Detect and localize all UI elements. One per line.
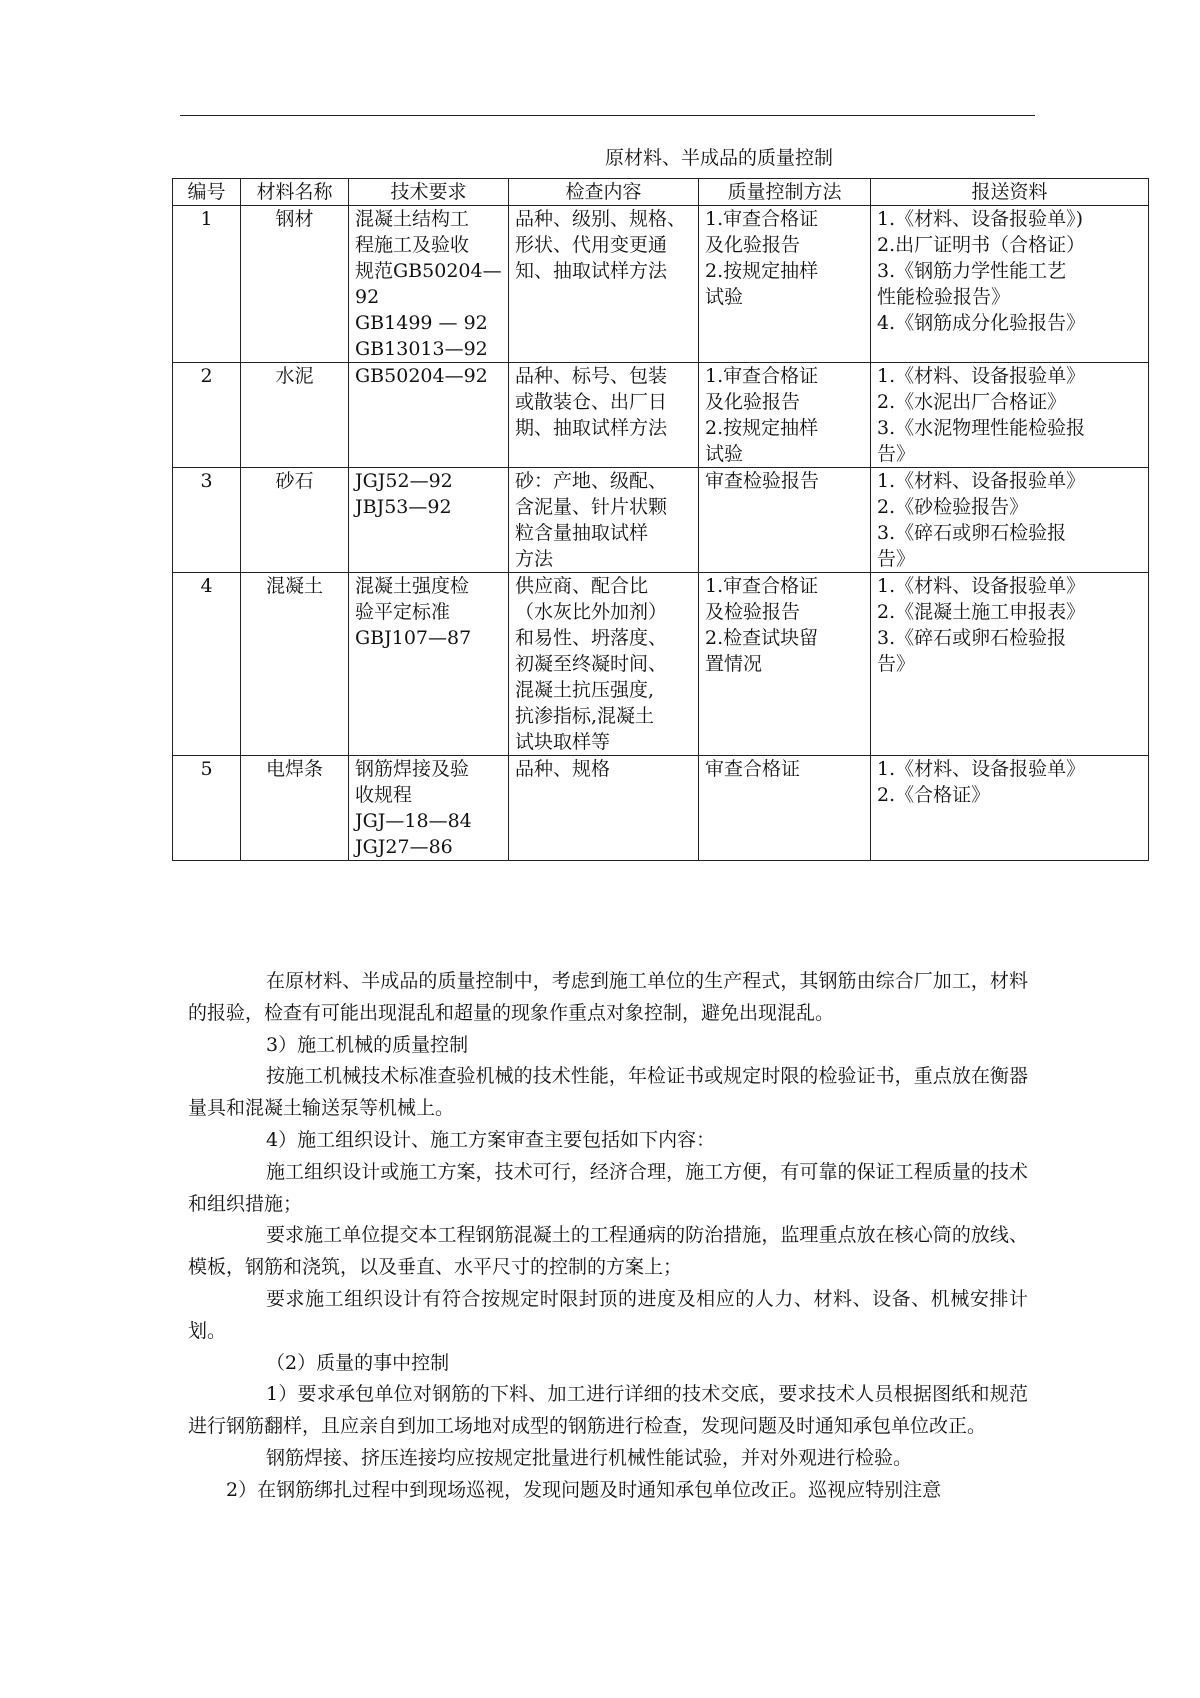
cell-check [509,756,699,861]
cell-line: 1.《材料、设备报验单》) [877,208,1084,230]
cell-line: 1.《材料、设备报验单》 [877,758,1086,780]
cell-docs [871,756,1149,861]
cell-line: 性能检验报告》 [877,286,1011,308]
paragraph: （2）质量的事中控制 [266,1351,450,1374]
cell-line: 2.《混凝土施工申报表》 [877,601,1086,623]
cell-line: 钢筋焊接及验 [355,758,470,780]
table-row [173,468,1149,573]
cell-line: GB1499 — 92 [355,312,488,334]
table-row [173,363,1149,468]
cell-method [699,573,871,756]
cell-line: 2.《合格证》 [877,784,991,806]
paragraph: 按施工机械技术标准查验机械的技术性能，年检证书或规定时限的检验证书，重点放在衡器量具和混凝土输送泵等机械上。 [188,1065,1028,1120]
cell-line: 1.审查合格证 [705,208,819,230]
cell-line: 3.《水泥物理性能检验报 [877,417,1086,439]
cell-docs [871,206,1149,363]
quality-control-table [172,178,1149,861]
cell-name: 钢材 [241,206,349,363]
cell-line: 供应商、配合比 [515,575,649,597]
cell-name: 水泥 [241,363,349,468]
cell-name: 砂石 [241,468,349,573]
body-text [188,966,1028,1507]
table-caption: 原材料、半成品的质量控制 [605,147,834,169]
cell-line: 及检验报告 [705,601,801,623]
cell-line: 试验 [705,286,744,308]
cell-line: 混凝土强度检 [355,575,470,597]
cell-line: 1.《材料、设备报验单》 [877,575,1086,597]
cell-line: 审查检验报告 [705,470,820,492]
paragraph: 3）施工机械的质量控制 [266,1033,469,1056]
cell-line: 2.检查试块留 [705,627,819,649]
cell-line: 知、抽取试样方法 [515,260,668,282]
cell-line: 4.《钢筋成分化验报告》 [877,312,1086,334]
cell-line: 2.按规定抽样 [705,417,819,439]
cell-no: 4 [173,573,241,756]
paragraph: 在原材料、半成品的质量控制中，考虑到施工单位的生产程式，其钢筋由综合厂加工，材料的报验，检查有可能出现混乱和超量的现象作重点对象控制，避免出现混乱。 [188,970,1028,1024]
cell-line: 告》 [877,548,916,570]
cell-line: 审查合格证 [705,758,801,780]
cell-line: 期、抽取试样方法 [515,417,668,439]
cell-line: 验平定标准 [355,601,451,623]
paragraph: 要求施工单位提交本工程钢筋混凝土的工程通病的防治措施，监理重点放在核心筒的放线、模板，钢筋和浇筑，以及垂直、水平尺寸的控制的方案上； [188,1224,1028,1279]
cell-tech [349,468,509,573]
cell-name: 混凝土 [241,573,349,756]
cell-tech [349,206,509,363]
cell-tech [349,363,509,468]
cell-line: 品种、标号、包装 [515,365,668,387]
cell-tech [349,573,509,756]
cell-line: 混凝土抗压强度, [515,679,655,701]
header-tech: 技术要求 [349,179,509,206]
cell-line: 92 [355,286,380,308]
cell-line: 规范GB50204— [355,260,502,282]
cell-name: 电焊条 [241,756,349,861]
cell-line: JGJ—18—84 [355,810,472,832]
cell-line: 程施工及验收 [355,234,470,256]
cell-line: 混凝土结构工 [355,208,470,230]
cell-method [699,756,871,861]
header-no: 编号 [173,179,241,206]
cell-line: GBJ107—87 [355,627,472,649]
cell-line: 砂：产地、级配、 [515,470,668,492]
cell-method [699,363,871,468]
header-check: 检查内容 [509,179,699,206]
paragraph: 钢筋焊接、挤压连接均应按规定批量进行机械性能试验，并对外观进行检验。 [266,1446,913,1469]
cell-line: 品种、规格 [515,758,611,780]
header-method: 质量控制方法 [699,179,871,206]
cell-line: 试块取样等 [515,731,611,753]
cell-tech [349,756,509,861]
cell-line: 2.《水泥出厂合格证》 [877,391,1067,413]
cell-line: 2.按规定抽样 [705,260,819,282]
cell-no: 3 [173,468,241,573]
cell-line: JGJ52—92 [355,470,453,492]
cell-line: 1.《材料、设备报验单》 [877,365,1086,387]
cell-line: 1.审查合格证 [705,575,819,597]
paragraph: 施工组织设计或施工方案，技术可行，经济合理，施工方便，有可靠的保证工程质量的技术和组织措施； [188,1160,1028,1215]
cell-line: JBJ53—92 [355,496,452,518]
cell-line: 粒含量抽取试样 [515,522,649,544]
paragraph: 要求施工组织设计有符合按规定时限封顶的进度及相应的人力、材料、设备、机械安排计划。 [188,1287,1028,1342]
cell-line: 及化验报告 [705,391,801,413]
cell-method [699,468,871,573]
paragraph: 1）要求承包单位对钢筋的下料、加工进行详细的技术交底，要求技术人员根据图纸和规范进行钢筋翻样，且应亲自到加工场地对成型的钢筋进行检查，发现问题及时通知承包单位改正。 [188,1383,1028,1438]
cell-no: 2 [173,363,241,468]
table-row [173,206,1149,363]
cell-line: 收规程 [355,784,413,806]
cell-line: JGJ27—86 [355,836,453,858]
paragraph: 2）在钢筋绑扎过程中到现场巡视，发现问题及时通知承包单位改正。巡视应特别注意 [226,1478,942,1501]
cell-docs [871,468,1149,573]
header-rule [180,115,1035,116]
cell-line: 3.《碎石或卵石检验报 [877,522,1067,544]
cell-line: GB50204—92 [355,365,488,387]
cell-line: 试验 [705,443,744,465]
header-docs: 报送资料 [871,179,1149,206]
cell-check [509,363,699,468]
cell-line: 初凝至终凝时间、 [515,653,668,675]
cell-line: 置情况 [705,653,763,675]
cell-docs [871,573,1149,756]
cell-no: 1 [173,206,241,363]
cell-line: 2.《砂检验报告》 [877,496,1029,518]
cell-line: 3.《钢筋力学性能工艺 [877,260,1067,282]
table-header-row [173,179,1149,206]
cell-line: （水灰比外加剂） [515,601,668,623]
cell-no: 5 [173,756,241,861]
cell-line: 或散装仓、出厂日 [515,391,668,413]
cell-line: GB13013—92 [355,338,488,360]
cell-line: 抗渗指标,混凝土 [515,705,655,727]
header-name: 材料名称 [241,179,349,206]
paragraph: 4）施工组织设计、施工方案审查主要包括如下内容： [266,1128,716,1151]
table-row [173,573,1149,756]
cell-line: 品种、级别、规格、 [515,208,687,230]
cell-line: 1.《材料、设备报验单》 [877,470,1086,492]
cell-line: 和易性、坍落度、 [515,627,668,649]
cell-line: 形状、代用变更通 [515,234,668,256]
cell-check [509,468,699,573]
cell-check [509,206,699,363]
cell-line: 含泥量、针片状颗 [515,496,668,518]
cell-check [509,573,699,756]
cell-line: 告》 [877,653,916,675]
cell-line: 及化验报告 [705,234,801,256]
cell-line: 告》 [877,443,916,465]
cell-line: 1.审查合格证 [705,365,819,387]
cell-line: 3.《碎石或卵石检验报 [877,627,1067,649]
table-row [173,756,1149,861]
cell-line: 2.出厂证明书（合格证） [877,234,1086,256]
cell-docs [871,363,1149,468]
cell-method [699,206,871,363]
cell-line: 方法 [515,548,554,570]
